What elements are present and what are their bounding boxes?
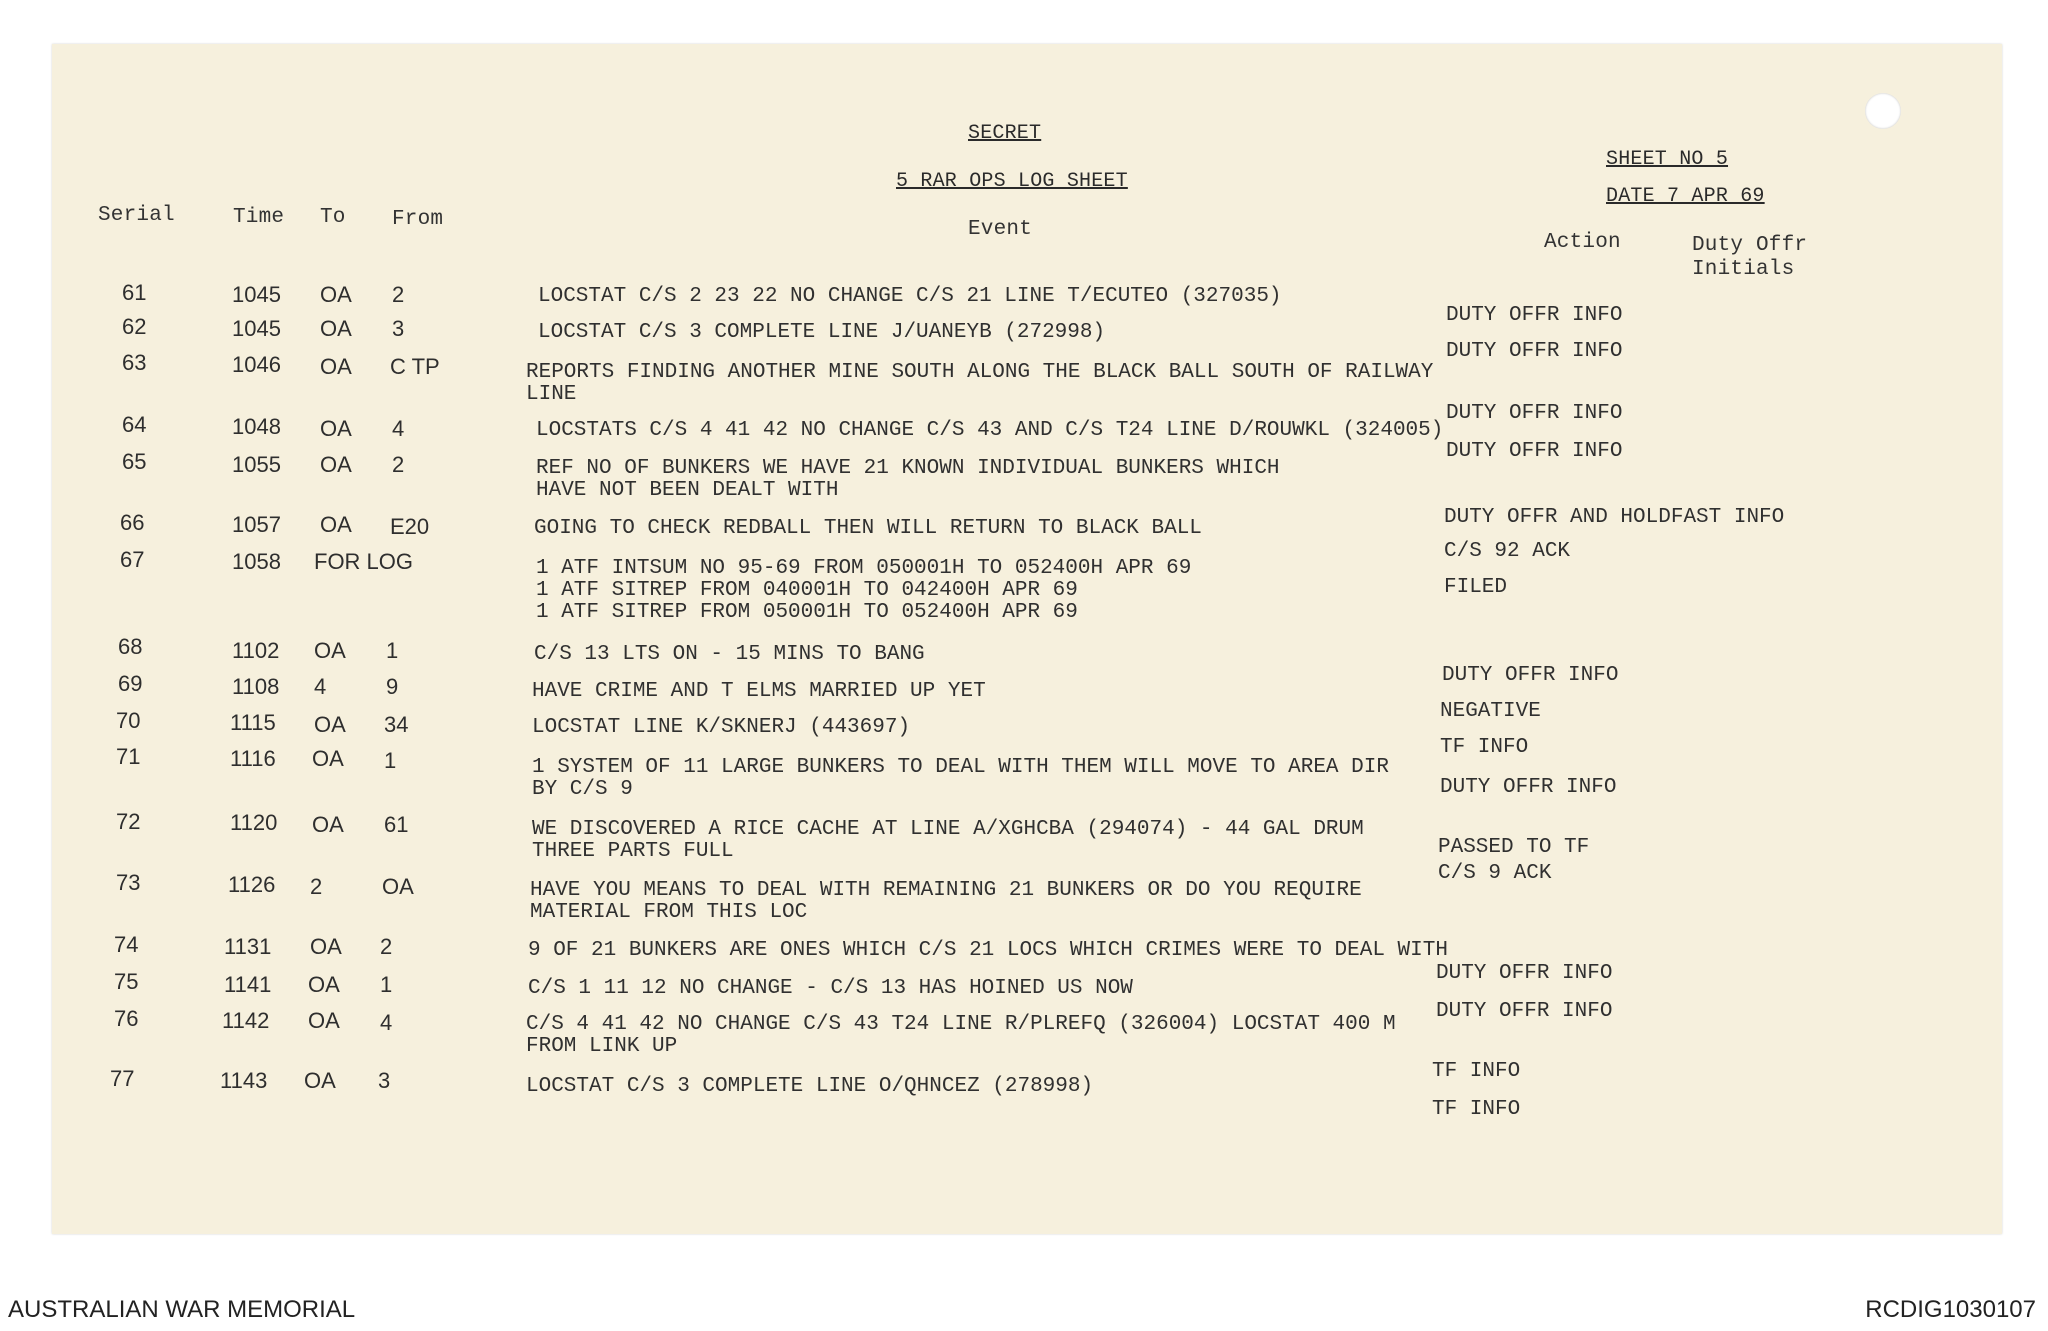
row-serial: 77 bbox=[110, 1066, 135, 1091]
row-time: 1108 bbox=[232, 674, 280, 699]
column-header-duty-offr: Duty Offr bbox=[1692, 234, 1808, 257]
row-to: OA bbox=[320, 512, 352, 537]
sheet-number: SHEET NO 5 bbox=[1606, 148, 1729, 171]
row-time: 1141 bbox=[224, 972, 272, 997]
archive-credit: AUSTRALIAN WAR MEMORIAL bbox=[8, 1296, 356, 1323]
action-entry: NEGATIVE bbox=[1440, 700, 1541, 723]
column-header-time: Time bbox=[233, 206, 285, 229]
row-time: 1045 bbox=[232, 316, 281, 341]
column-header-serial: Serial bbox=[98, 204, 175, 227]
row-from: OA bbox=[382, 874, 414, 899]
event-line: HAVE YOU MEANS TO DEAL WITH REMAINING 21 BUNKERS OR DO YOU REQUIRE bbox=[530, 879, 1362, 902]
row-to: OA bbox=[314, 712, 346, 737]
row-serial: 64 bbox=[122, 412, 147, 437]
row-time: 1126 bbox=[228, 872, 276, 897]
action-entry: DUTY OFFR INFO bbox=[1436, 962, 1613, 985]
row-time: 1057 bbox=[232, 512, 281, 537]
row-time: 1045 bbox=[232, 282, 281, 307]
action-entry: TF INFO bbox=[1440, 736, 1529, 759]
action-entry: C/S 92 ACK bbox=[1444, 540, 1571, 563]
row-serial: 73 bbox=[116, 870, 141, 895]
event-line: LOCSTATS C/S 4 41 42 NO CHANGE C/S 43 AND C/S T24 LINE D/ROUWKL (324005) bbox=[536, 419, 1444, 442]
event-line: BY C/S 9 bbox=[532, 778, 633, 801]
event-line: REPORTS FINDING ANOTHER MINE SOUTH ALONG THE BLACK BALL SOUTH OF RAILWAY bbox=[526, 361, 1434, 384]
action-entry: FILED bbox=[1444, 576, 1508, 599]
row-serial: 65 bbox=[122, 449, 147, 474]
row-event bbox=[536, 420, 1443, 442]
document-title: 5 RAR OPS LOG SHEET bbox=[896, 170, 1128, 193]
event-line: LOCSTAT C/S 3 COMPLETE LINE J/UANEYB (272998) bbox=[538, 321, 1106, 344]
row-to: 4 bbox=[314, 674, 327, 699]
row-serial: 68 bbox=[118, 634, 143, 659]
action-entry: C/S 9 ACK bbox=[1438, 862, 1552, 885]
row-from: 4 bbox=[392, 416, 405, 441]
event-line: 1 SYSTEM OF 11 LARGE BUNKERS TO DEAL WITH THEM WILL MOVE TO AREA DIR bbox=[532, 756, 1389, 779]
row-from: C TP bbox=[390, 354, 440, 379]
event-line: 9 OF 21 BUNKERS ARE ONES WHICH C/S 21 LOCS WHICH CRIMES WERE TO DEAL WITH bbox=[528, 939, 1448, 962]
row-event bbox=[526, 1014, 1396, 1058]
event-line: 1 ATF INTSUM NO 95-69 FROM 050001H TO 052400H APR 69 bbox=[536, 557, 1192, 580]
row-serial: 75 bbox=[114, 969, 139, 994]
row-serial: 74 bbox=[114, 932, 139, 957]
row-to: OA bbox=[312, 812, 344, 837]
row-to: OA bbox=[320, 452, 352, 477]
event-line: WE DISCOVERED A RICE CACHE AT LINE A/XGHCBA (294074) - 44 GAL DRUM bbox=[532, 818, 1364, 841]
row-time: 1048 bbox=[232, 414, 281, 439]
column-header-action: Action bbox=[1544, 231, 1621, 254]
row-serial: 69 bbox=[118, 671, 143, 696]
event-line: C/S 4 41 42 NO CHANGE C/S 43 T24 LINE R/PLREFQ (326004) LOCSTAT 400 M bbox=[526, 1013, 1396, 1036]
row-event bbox=[538, 322, 1105, 344]
event-line: 1 ATF SITREP FROM 040001H TO 042400H APR 69 bbox=[536, 579, 1078, 602]
row-event bbox=[532, 757, 1389, 801]
event-line: REF NO OF BUNKERS WE HAVE 21 KNOWN INDIVIDUAL BUNKERS WHICH bbox=[536, 457, 1280, 480]
row-event bbox=[532, 681, 986, 703]
column-header-initials: Initials bbox=[1692, 258, 1795, 281]
row-from: 4 bbox=[380, 1010, 393, 1035]
action-entry: PASSED TO TF bbox=[1438, 836, 1590, 859]
event-line: LOCSTAT LINE K/SKNERJ (443697) bbox=[532, 716, 911, 739]
event-line: C/S 13 LTS ON - 15 MINS TO BANG bbox=[534, 643, 925, 666]
row-time: 1120 bbox=[230, 810, 278, 835]
row-from: 1 bbox=[386, 638, 399, 663]
event-line: LINE bbox=[526, 383, 577, 406]
row-event bbox=[530, 880, 1362, 924]
punch-hole bbox=[1865, 93, 1901, 129]
row-from: 61 bbox=[384, 812, 409, 837]
row-time: 1046 bbox=[232, 352, 281, 377]
row-event bbox=[538, 286, 1282, 308]
row-event bbox=[536, 458, 1280, 502]
row-from: 1 bbox=[384, 748, 397, 773]
row-to: OA bbox=[320, 282, 352, 307]
row-from: 2 bbox=[392, 282, 405, 307]
classification-heading: SECRET bbox=[968, 122, 1042, 145]
action-entry: DUTY OFFR AND HOLDFAST INFO bbox=[1444, 506, 1785, 529]
action-entry: DUTY OFFR INFO bbox=[1442, 664, 1619, 687]
row-event bbox=[528, 940, 1448, 962]
row-to: 2 bbox=[310, 874, 323, 899]
row-from: 2 bbox=[392, 452, 405, 477]
action-entry: DUTY OFFR INFO bbox=[1446, 402, 1623, 425]
action-entry: DUTY OFFR INFO bbox=[1446, 440, 1623, 463]
action-entry: TF INFO bbox=[1432, 1098, 1521, 1121]
row-serial: 72 bbox=[116, 809, 141, 834]
event-line: HAVE NOT BEEN DEALT WITH bbox=[536, 479, 839, 502]
action-entry: DUTY OFFR INFO bbox=[1446, 304, 1623, 327]
column-header-to: To bbox=[320, 206, 346, 229]
row-serial: 76 bbox=[114, 1006, 139, 1031]
row-time: 1142 bbox=[222, 1008, 270, 1033]
row-time: 1055 bbox=[232, 452, 281, 477]
row-from: 34 bbox=[384, 712, 409, 737]
row-to: OA bbox=[308, 972, 340, 997]
row-time: 1102 bbox=[232, 638, 280, 663]
row-from: E20 bbox=[390, 514, 430, 539]
row-serial: 70 bbox=[116, 708, 141, 733]
row-to: OA bbox=[312, 746, 344, 771]
row-to: OA bbox=[320, 316, 352, 341]
row-to: OA bbox=[304, 1068, 336, 1093]
event-line: FROM LINK UP bbox=[526, 1035, 678, 1058]
row-serial: 62 bbox=[122, 314, 147, 339]
row-time: 1143 bbox=[220, 1068, 268, 1093]
row-to: OA bbox=[314, 638, 346, 663]
row-to: OA bbox=[320, 416, 352, 441]
row-serial: 61 bbox=[122, 280, 147, 305]
row-event bbox=[534, 644, 925, 666]
action-entry: DUTY OFFR INFO bbox=[1446, 340, 1623, 363]
row-from: 2 bbox=[380, 934, 393, 959]
row-event bbox=[534, 518, 1202, 540]
row-event bbox=[532, 717, 910, 739]
row-to: OA bbox=[320, 354, 352, 379]
event-line: 1 ATF SITREP FROM 050001H TO 052400H APR 69 bbox=[536, 601, 1078, 624]
row-from: 3 bbox=[378, 1068, 391, 1093]
column-header-from: From bbox=[392, 208, 444, 231]
event-line: LOCSTAT C/S 3 COMPLETE LINE O/QHNCEZ (278998) bbox=[526, 1075, 1094, 1098]
row-event bbox=[526, 362, 1433, 406]
row-event bbox=[532, 819, 1364, 863]
row-to: OA bbox=[308, 1008, 340, 1033]
sheet-date: DATE 7 APR 69 bbox=[1606, 185, 1765, 208]
row-time: 1116 bbox=[230, 746, 276, 771]
event-line: LOCSTAT C/S 2 23 22 NO CHANGE C/S 21 LINE T/ECUTEO (327035) bbox=[538, 285, 1282, 308]
row-event bbox=[528, 978, 1133, 1000]
row-time: 1058 bbox=[232, 549, 281, 574]
row-to: OA bbox=[310, 934, 342, 959]
action-entry: TF INFO bbox=[1432, 1060, 1521, 1083]
row-to: FOR LOG bbox=[314, 549, 414, 574]
action-entry: DUTY OFFR INFO bbox=[1440, 776, 1617, 799]
row-time: 1115 bbox=[230, 710, 276, 735]
row-from: 1 bbox=[380, 972, 393, 997]
event-line: GOING TO CHECK REDBALL THEN WILL RETURN TO BLACK BALL bbox=[534, 517, 1202, 540]
row-from: 9 bbox=[386, 674, 399, 699]
row-serial: 71 bbox=[116, 744, 141, 769]
row-event bbox=[536, 558, 1191, 624]
log-sheet-paper bbox=[52, 44, 2002, 1234]
row-serial: 63 bbox=[122, 350, 147, 375]
event-line: C/S 1 11 12 NO CHANGE - C/S 13 HAS HOINED US NOW bbox=[528, 977, 1133, 1000]
column-header-event: Event bbox=[968, 218, 1033, 241]
archive-reference-id: RCDIG1030107 bbox=[1865, 1296, 2036, 1323]
row-serial: 67 bbox=[120, 547, 145, 572]
event-line: THREE PARTS FULL bbox=[532, 840, 734, 863]
row-event bbox=[526, 1076, 1093, 1098]
row-serial: 66 bbox=[120, 510, 145, 535]
event-line: MATERIAL FROM THIS LOC bbox=[530, 901, 808, 924]
row-time: 1131 bbox=[224, 934, 272, 959]
row-from: 3 bbox=[392, 316, 405, 341]
event-line: HAVE CRIME AND T ELMS MARRIED UP YET bbox=[532, 680, 986, 703]
action-entry: DUTY OFFR INFO bbox=[1436, 1000, 1613, 1023]
